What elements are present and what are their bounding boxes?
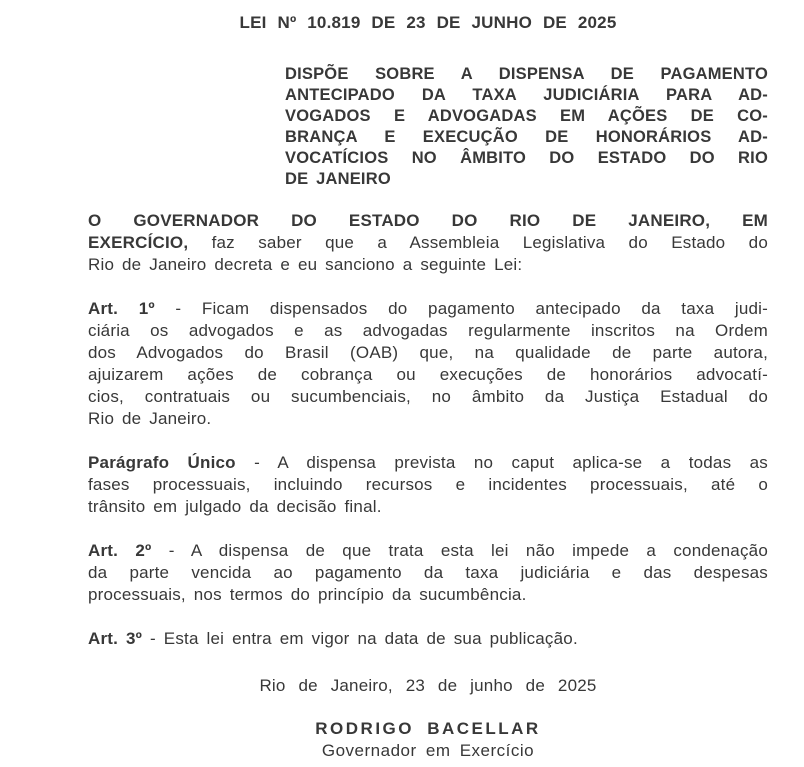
text-line — [88, 232, 768, 254]
signature-block — [88, 718, 768, 762]
article-3-text: - Esta lei entra em vigor na data de sua publicação. — [150, 629, 578, 648]
text-line: processuais, nos termos do princípio da sucumbência. — [88, 585, 527, 604]
article-1-label: Art. 1º — [88, 299, 155, 318]
text-line: cios, contratuais ou sucumbenciais, no âmbito da Justiça Estadual do — [88, 387, 768, 406]
text-line — [88, 452, 768, 474]
text-line: trânsito em julgado da decisão final. — [88, 497, 382, 516]
article-3-label: Art. 3º — [88, 629, 143, 648]
article-2-paragraph — [88, 540, 768, 606]
text-line: Rio de Janeiro decreta e eu sanciono a seguinte Lei: — [88, 255, 523, 274]
text-line: Rio de Janeiro. — [88, 409, 212, 428]
law-title: LEI Nº 10.819 DE 23 DE JUNHO DE 2025 — [239, 13, 617, 32]
article-2-label: Art. 2º — [88, 541, 152, 560]
sole-paragraph-text: - A dispensa prevista no caput aplica-se a todas as — [254, 453, 768, 472]
text-line — [88, 540, 768, 562]
summary-line: VOGADOS E ADVOGADAS EM AÇÕES DE CO- — [285, 107, 768, 125]
article-1-text: - Ficam dispensados do pagamento antecipado da taxa judi- — [175, 299, 768, 318]
preamble-bold-text: O GOVERNADOR DO ESTADO DO RIO DE JANEIRO, EM — [88, 211, 768, 230]
text-line: da parte vencida ao pagamento da taxa judiciária e das despesas — [88, 563, 768, 582]
text-line: fases processuais, incluindo recursos e incidentes processuais, até o — [88, 475, 768, 494]
sole-paragraph-label: Parágrafo Único — [88, 453, 236, 472]
signatory-name: RODRIGO BACELLAR — [315, 719, 541, 738]
sole-paragraph — [88, 452, 768, 518]
summary-line: DE JANEIRO — [285, 170, 391, 188]
text-line — [88, 210, 768, 232]
text-line — [88, 298, 768, 320]
summary-line: ANTECIPADO DA TAXA JUDICIÁRIA PARA AD- — [285, 86, 768, 104]
preamble-bold-text: EXERCÍCIO, — [88, 233, 189, 252]
summary-line: BRANÇA E EXECUÇÃO DE HONORÁRIOS AD- — [285, 128, 768, 146]
law-summary — [285, 64, 768, 190]
article-2-text: - A dispensa de que trata esta lei não impede a condenação — [168, 541, 768, 560]
text-line: dos Advogados do Brasil (OAB) que, na qualidade de parte autora, — [88, 343, 768, 362]
article-3-paragraph — [88, 628, 768, 650]
text-line — [88, 628, 768, 650]
text-line: ajuizarem ações de cobrança ou execuções de honorários advocatí- — [88, 365, 768, 384]
text-line: ciária os advogados e as advogadas regularmente inscritos na Ordem — [88, 321, 768, 340]
article-1-paragraph — [88, 298, 768, 430]
signatory-title: Governador em Exercício — [321, 741, 535, 760]
preamble-paragraph — [88, 210, 768, 276]
summary-line: DISPÕE SOBRE A DISPENSA DE PAGAMENTO — [285, 65, 768, 83]
summary-line: VOCATÍCIOS NO ÂMBITO DO ESTADO DO RIO — [285, 149, 768, 167]
place-date-line: Rio de Janeiro, 23 de junho de 2025 — [259, 676, 597, 695]
preamble-text: faz saber que a Assembleia Legislativa do Estado do — [211, 233, 768, 252]
